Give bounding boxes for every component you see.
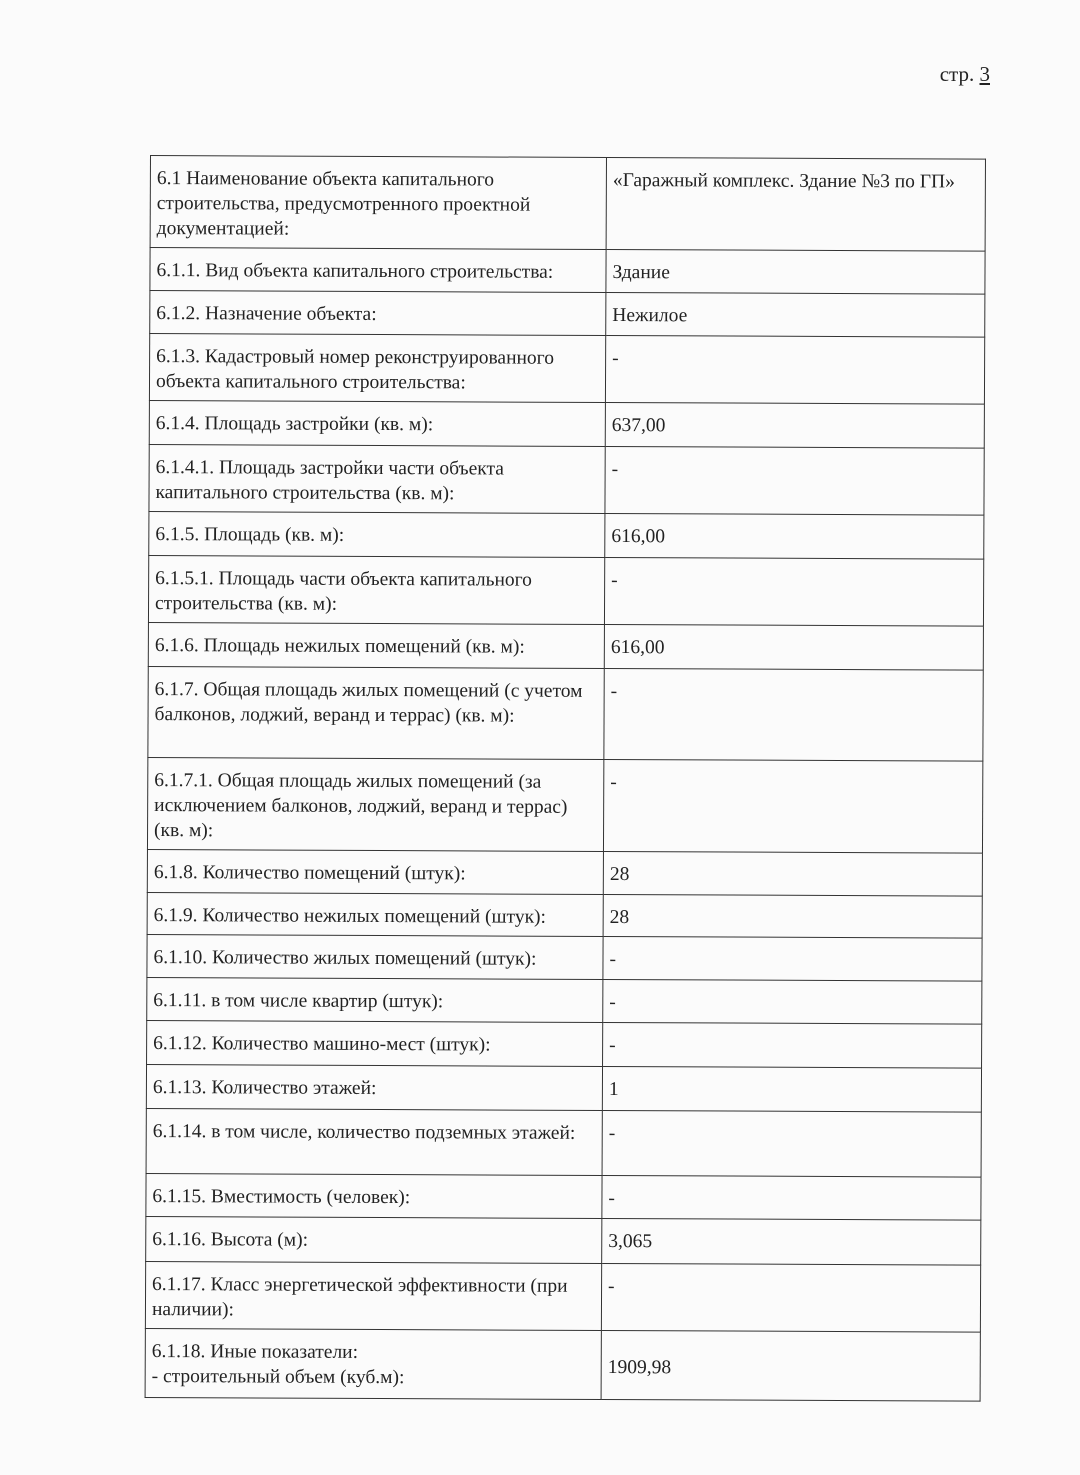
row-label: 6.1.2. Назначение объекта:: [156, 303, 377, 325]
row-label-cell: [150, 156, 606, 250]
row-value: 616,00: [604, 624, 983, 670]
row-label: 6.1.9. Количество нежилых помещений (штук):: [153, 905, 547, 928]
row-label-cell: [149, 511, 605, 557]
row-label: 6.1.6. Площадь нежилых помещений (кв. м):: [154, 635, 525, 658]
table-row: [146, 1216, 981, 1265]
row-label: 6.1.15. Вместимость (человек):: [152, 1186, 411, 1209]
row-label-cell: [150, 248, 606, 293]
row-label-cell: [150, 291, 606, 336]
table-row: [148, 555, 983, 626]
row-value: -: [603, 759, 982, 853]
row-value: -: [605, 446, 984, 515]
row-label: 6.1.10. Количество жилых помещений (штук):: [153, 947, 537, 970]
row-label: 6.1.4.1. Площадь застройки части объекта капитального строительства (кв. м):: [155, 457, 504, 505]
row-label-cell: [147, 892, 603, 936]
row-label-cell: [149, 334, 605, 403]
row-label-cell: [146, 1216, 602, 1263]
row-label-cell: [148, 555, 604, 624]
row-value: -: [601, 1263, 980, 1332]
row-label-cell: [147, 1020, 603, 1066]
row-label: 6.1.18. Иные показатели:: [151, 1341, 359, 1363]
row-label-cell: [147, 977, 603, 1022]
row-label-cell: [148, 666, 604, 759]
table-row: [147, 757, 982, 853]
table-row: [149, 334, 984, 405]
table-row: [146, 1108, 981, 1177]
row-value: -: [604, 557, 983, 626]
row-value: 616,00: [605, 513, 984, 559]
row-value: -: [603, 979, 982, 1024]
row-value: 1: [602, 1066, 981, 1112]
row-value: 28: [603, 894, 982, 938]
row-label-cell: [149, 444, 605, 513]
row-label-cell: [147, 757, 603, 851]
table-row: [150, 291, 985, 338]
row-label-cell: [148, 622, 604, 668]
row-value: -: [603, 1022, 982, 1068]
row-sublabel: - строительный объем (куб.м):: [151, 1366, 405, 1389]
row-label-cell: [149, 400, 605, 446]
table-row: [147, 977, 982, 1024]
table-row: [150, 248, 985, 295]
row-value: -: [602, 1110, 981, 1177]
row-label-cell: [146, 1173, 602, 1218]
table-row: [147, 892, 982, 938]
table-row: [147, 1020, 982, 1068]
row-label: 6.1.13. Количество этажей:: [152, 1077, 377, 1099]
row-value: Здание: [606, 249, 985, 294]
row-label: 6.1.7.1. Общая площадь жилых помещений (за исключением балконов, лоджий, веранд и террас) (кв. м):: [154, 770, 568, 842]
row-label-cell: [147, 934, 603, 979]
table-row: [149, 400, 984, 448]
row-value: «Гаражный комплекс. Здание №3 по ГП»: [606, 157, 985, 251]
row-label-cell: [145, 1328, 601, 1399]
row-label: 6.1.4. Площадь застройки (кв. м):: [155, 413, 434, 436]
row-value: -: [604, 668, 983, 761]
row-label-cell: [147, 849, 603, 894]
table-row: [146, 1064, 981, 1112]
table-row: [146, 1173, 981, 1220]
row-label: 6.1.8. Количество помещений (штук):: [153, 862, 466, 885]
row-label-cell: [146, 1064, 602, 1110]
row-label: 6.1.16. Высота (м):: [152, 1229, 309, 1251]
table-row: [145, 1328, 980, 1401]
table-row: [149, 444, 984, 515]
row-label: 6.1.11. в том числе квартир (штук):: [153, 990, 444, 1013]
table-row: [145, 1261, 980, 1332]
row-value: 28: [603, 851, 982, 896]
row-value: -: [605, 335, 984, 404]
row-label: 6.1.1. Вид объекта капитального строительства:: [156, 260, 554, 283]
row-label: 6.1.3. Кадастровый номер реконструированного объекта капитального строительства:: [155, 346, 555, 394]
row-label: 6.1.5. Площадь (кв. м):: [155, 524, 345, 546]
row-label-cell: [146, 1108, 602, 1175]
row-label: 6.1.17. Класс энергетической эффективности (при наличии):: [151, 1274, 568, 1321]
row-label-cell: [145, 1261, 601, 1330]
row-value: 1909,98: [601, 1330, 980, 1401]
row-label: 6.1.5.1. Площадь части объекта капитального строительства (кв. м):: [154, 568, 532, 615]
object-characteristics-table: [145, 155, 986, 1402]
row-label: 6.1 Наименование объекта капитального строительства, предусмотренного проектной документацией:: [156, 168, 531, 240]
row-value: -: [602, 1175, 981, 1220]
table-row: [148, 622, 983, 670]
row-value: -: [603, 936, 982, 981]
table-row: [150, 156, 985, 252]
table-row: [147, 849, 982, 896]
page-number-value: 3: [979, 62, 990, 86]
table-row: [149, 511, 984, 559]
row-value: 3,065: [602, 1218, 981, 1265]
row-label: 6.1.7. Общая площадь жилых помещений (с учетом балконов, лоджий, веранд и террас) (кв. м):: [154, 679, 583, 727]
table-row: [148, 666, 983, 761]
row-value: Нежилое: [606, 292, 985, 337]
page-label: стр.: [939, 62, 975, 86]
row-label: 6.1.12. Количество машино-мест (штук):: [153, 1033, 491, 1056]
row-value: 637,00: [605, 402, 984, 448]
table-row: [147, 934, 982, 981]
page-number: [940, 62, 990, 87]
row-label: 6.1.14. в том числе, количество подземных этажей:: [152, 1121, 576, 1144]
